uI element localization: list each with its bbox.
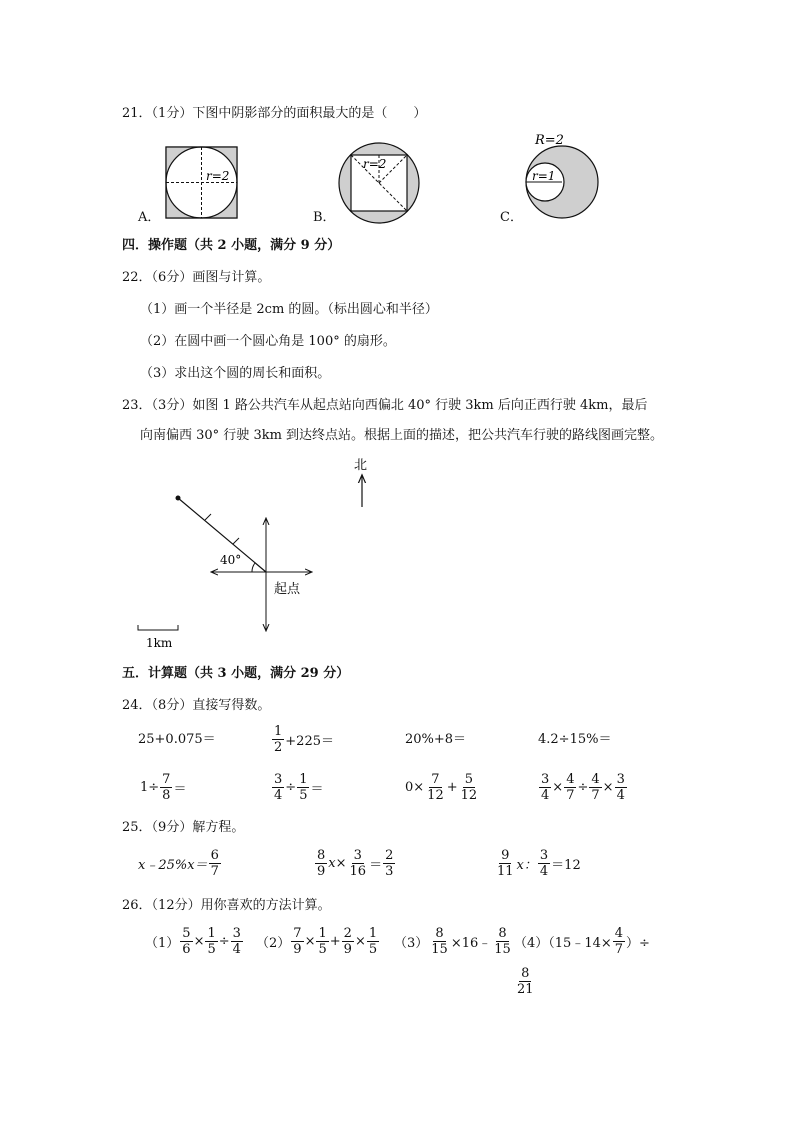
q24-e2: $\frac{1}{2}$ +225＝ <box>274 724 334 755</box>
q22-sub2: （2）在圆中画一个圆心角是 100° 的扇形。 <box>140 334 396 349</box>
q22-sub3: （3）求出这个圆的周长和面积。 <box>140 366 331 381</box>
option-c: C． <box>500 210 523 225</box>
start-label: 起点 <box>274 582 301 597</box>
option-b: B． <box>313 210 336 225</box>
north-label: 北 <box>354 458 368 473</box>
fig-a-label: r=2 <box>206 169 230 183</box>
q24-e7: 0× $\frac{7}{12}$ + $\frac{5}{12}$ <box>405 772 478 803</box>
q23-line2: 向南偏西 30° 行驶 3km 到达终点站。根据上面的描述，把公共汽车行驶的路线图画完整。 <box>140 428 664 443</box>
q25-eq2: $\frac{8}{9}$ x× $\frac{3}{16}$ ＝ $\frac{2}{3}$ <box>317 848 394 879</box>
fig-c-big: R=2 <box>535 133 564 148</box>
q25-eq3: $\frac{9}{11}$ x： $\frac{3}{4}$ ＝12 <box>497 848 581 879</box>
q25-stem: 25．（9分）解方程。 <box>122 820 245 835</box>
q24-e5: 1÷ $\frac{7}{8}$ ＝ <box>140 772 187 803</box>
q26-stem: 26．（12分）用你喜欢的方法计算。 <box>122 898 331 913</box>
q23-line1: 23．（3分）如图 1 路公共汽车从起点站向西偏北 40° 行驶 3km 后向正西行驶 4km，最后 <box>122 398 648 413</box>
q22-sub1: （1）画一个半径是 2cm 的圆。（标出圆心和半径） <box>140 302 438 317</box>
q24-e4: 4.2÷15%＝ <box>538 732 612 747</box>
option-a: A． <box>138 210 161 225</box>
q26-p1: （1） $\frac{5}{6}$ × $\frac{1}{5}$ ÷ $\frac{3}{4}$ <box>145 926 241 957</box>
q26-p2: （2） $\frac{7}{9}$ × $\frac{1}{5}$ + $\frac{2}{9}$ × $\frac{1}{5}$ <box>256 926 378 957</box>
q24-e3: 20%+8＝ <box>405 732 467 747</box>
scale-label: 1km <box>146 636 173 650</box>
q26-p4-divisor: $\frac{8}{21}$ <box>517 966 534 997</box>
q24-e1: 25+0.075＝ <box>138 732 216 747</box>
q26-p4: （4）（15﹣14× $\frac{4}{7}$ ）÷ <box>514 926 650 957</box>
q26-p3: （3） $\frac{8}{15}$ ×16﹣ $\frac{8}{15}$ <box>394 926 511 957</box>
q24-stem: 24．（8分）直接写得数。 <box>122 698 271 713</box>
q24-e6: $\frac{3}{4}$ ÷ $\frac{1}{5}$ ＝ <box>274 772 324 803</box>
angle-label: 40° <box>220 553 242 567</box>
q25-eq1: x﹣25%x＝ $\frac{6}{7}$ <box>138 848 219 879</box>
fig-c-small: r=1 <box>532 169 556 183</box>
q22-stem: 22．（6分）画图与计算。 <box>122 270 271 285</box>
q24-e8: $\frac{3}{4}$ × $\frac{4}{7}$ ÷ $\frac{4}{7}$ × $\frac{3}{4}$ <box>541 772 625 803</box>
section-5-heading: 五．计算题（共 3 小题，满分 29 分） <box>122 666 350 681</box>
q21-stem: 21．（1分）下图中阴影部分的面积最大的是（ ） <box>122 106 427 121</box>
section-4-heading: 四．操作题（共 2 小题，满分 9 分） <box>122 238 341 253</box>
fig-b-label: r=2 <box>363 157 387 171</box>
